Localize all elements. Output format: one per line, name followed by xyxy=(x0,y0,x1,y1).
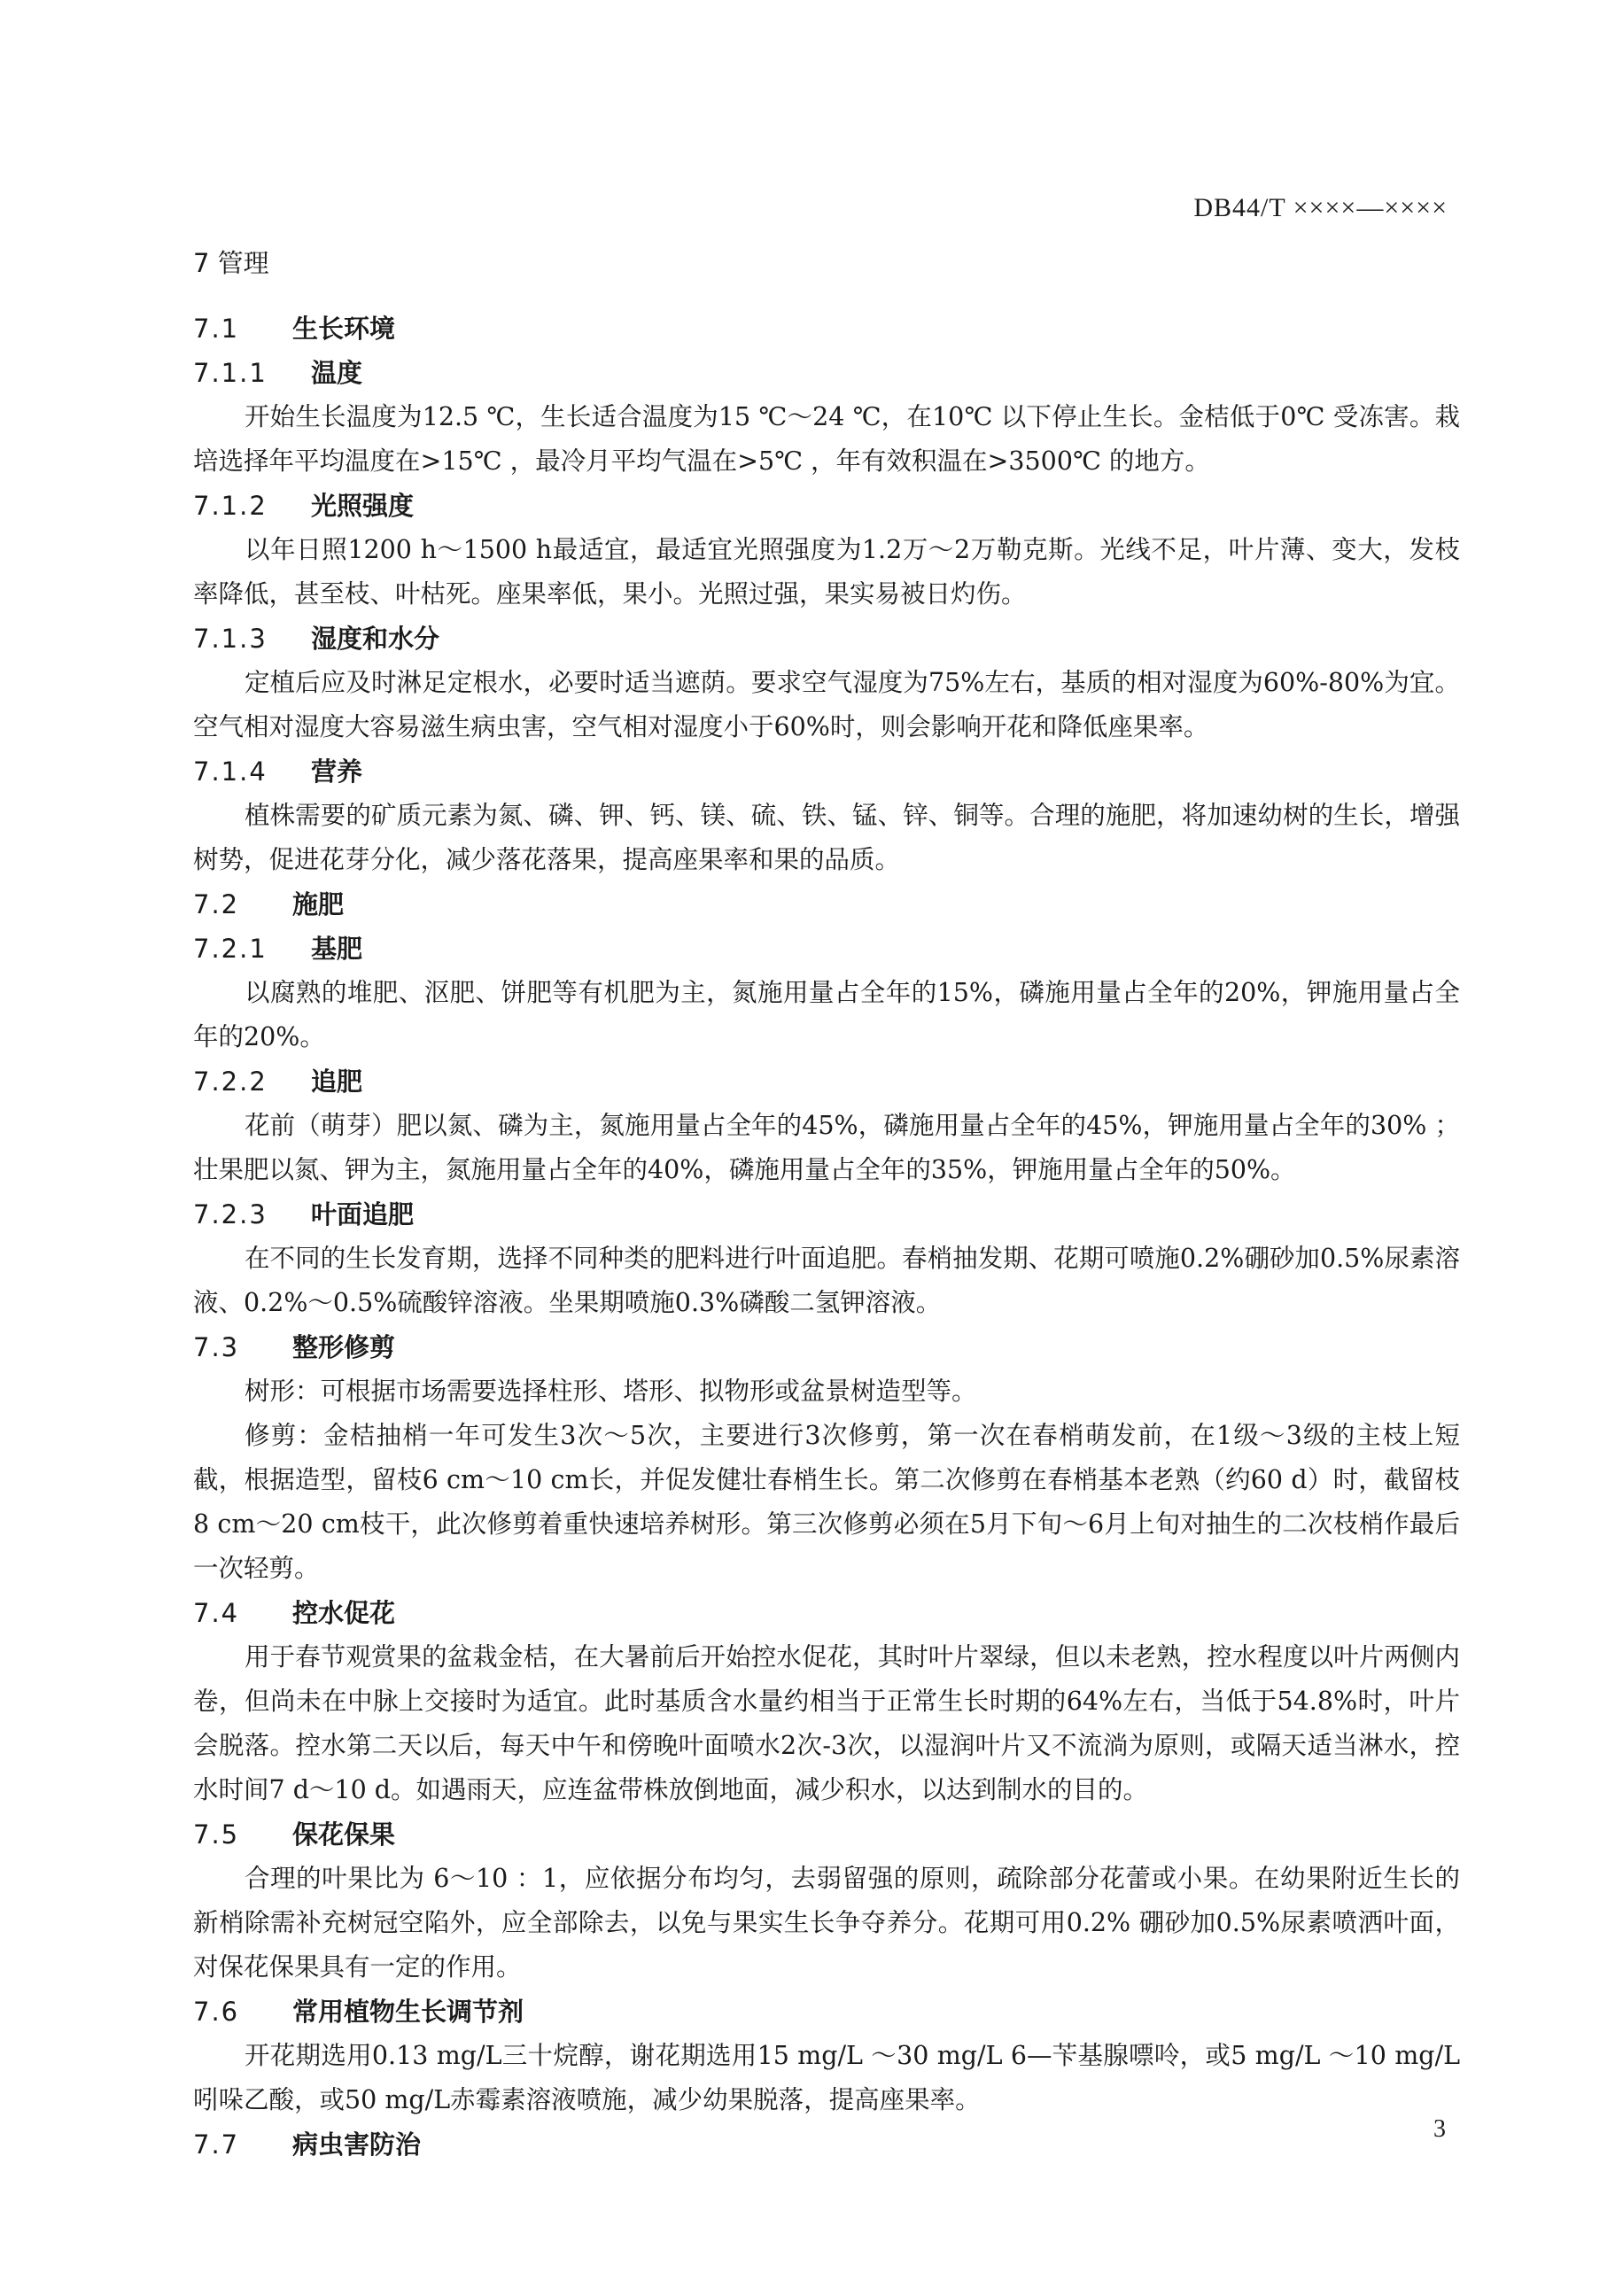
heading-title: 追肥 xyxy=(311,1067,363,1097)
heading-number: 7.1.1 xyxy=(193,358,268,388)
paragraph: 以腐熟的堆肥、沤肥、饼肥等有机肥为主，氮施用量占全年的15%，磷施用量占全年的20%，钾施用量占全年的20%。 xyxy=(193,978,1460,1051)
page-number: 3 xyxy=(1433,2115,1446,2143)
heading-number: 7.2.2 xyxy=(193,1067,268,1097)
heading-title: 施肥 xyxy=(292,889,345,919)
section-heading xyxy=(193,306,1460,351)
document-code: DB44/T ××××—×××× xyxy=(1193,193,1448,222)
paragraph: 花前（萌芽）肥以氮、磷为主，氮施用量占全年的45%，磷施用量占全年的45%，钾施用量占全年的30% ；壮果肥以氮、钾为主，氮施用量占全年的40%，磷施用量占全年的35%，钾施用量占全年的50%。 xyxy=(193,1111,1460,1184)
subsection-heading xyxy=(193,927,1460,971)
heading-number: 7 xyxy=(193,248,210,278)
section-heading xyxy=(193,1812,1460,1857)
paragraph: 用于春节观赏果的盆栽金桔，在大暑前后开始控水促花，其时叶片翠绿，但以未老熟，控水程度以叶片两侧内卷，但尚未在中脉上交接时为适宜。此时基质含水量约相当于正常生长时期的64%左右，当低于54.8%时，叶片会脱落。控水第二天以后，每天中午和傍晚叶面喷水2次-3次，以湿润叶片又不流淌为原则，或隔天适当淋水，控水时间7 d～10 d。如遇雨天，应连盆带株放倒地面，减少积水，以达到制水的目的。 xyxy=(193,1642,1460,1804)
heading-number: 7.2 xyxy=(193,889,240,919)
heading-number: 7.7 xyxy=(193,2129,240,2160)
paragraph: 修剪：金桔抽梢一年可发生3次～5次，主要进行3次修剪，第一次在春梢萌发前，在1级～3级的主枝上短截，根据造型，留枝6 cm～10 cm长，并促发健壮春梢生长。第二次修剪在春梢基本老熟（约60 d）时，截留枝8 cm～20 cm枝干，此次修剪着重快速培养树形。第三次修剪必须在5月下旬～6月上旬对抽生的二次枝梢作最后一次轻剪。 xyxy=(193,1421,1460,1583)
section-heading xyxy=(193,1990,1460,2034)
heading-title: 控水促花 xyxy=(292,1598,396,1628)
section-heading xyxy=(193,882,1460,927)
heading-number: 7.5 xyxy=(193,1819,240,1850)
heading-number: 7.2.1 xyxy=(193,934,268,964)
section-heading xyxy=(193,1591,1460,1635)
paragraph: 在不同的生长发育期，选择不同种类的肥料进行叶面追肥。春梢抽发期、花期可喷施0.2%硼砂加0.5%尿素溶液、0.2%～0.5%硫酸锌溶液。坐果期喷施0.3%磷酸二氢钾溶液。 xyxy=(193,1244,1460,1317)
heading-number: 7.1 xyxy=(193,314,240,344)
paragraph: 定植后应及时淋足定根水，必要时适当遮荫。要求空气湿度为75%左右，基质的相对湿度为60%-80%为宜。空气相对湿度大容易滋生病虫害，空气相对湿度小于60%时，则会影响开花和降低座果率。 xyxy=(193,668,1460,741)
subsection-heading xyxy=(193,1192,1460,1237)
paragraph: 开花期选用0.13 mg/L三十烷醇，谢花期选用15 mg/L ～30 mg/L 6—苄基腺嘌呤，或5 mg/L ～10 mg/L 吲哚乙酸，或50 mg/L赤霉素溶液喷施，减少幼果脱落，提高座果率。 xyxy=(193,2041,1460,2114)
heading-title: 叶面追肥 xyxy=(311,1199,415,1229)
heading-number: 7.1.4 xyxy=(193,756,268,787)
heading-number: 7.1.3 xyxy=(193,624,268,654)
subsection-heading xyxy=(193,1059,1460,1104)
heading-number: 7.4 xyxy=(193,1598,240,1628)
chapter-heading xyxy=(193,241,1460,285)
heading-title: 保花保果 xyxy=(292,1819,396,1850)
subsection-heading xyxy=(193,617,1460,661)
heading-title: 光照强度 xyxy=(311,491,415,521)
paragraph: 树形：可根据市场需要选择柱形、塔形、拟物形或盆景树造型等。 xyxy=(245,1377,977,1406)
paragraph: 植株需要的矿质元素为氮、磷、钾、钙、镁、硫、铁、锰、锌、铜等。合理的施肥，将加速幼树的生长，增强树势，促进花芽分化，减少落花落果，提高座果率和果的品质。 xyxy=(193,801,1460,874)
heading-title: 营养 xyxy=(311,756,363,787)
heading-title: 生长环境 xyxy=(292,314,396,344)
heading-title: 湿度和水分 xyxy=(311,624,440,654)
paragraph: 开始生长温度为12.5 ℃，生长适合温度为15 ℃～24 ℃，在10℃ 以下停止生长。金桔低于0℃ 受冻害。栽培选择年平均温度在>15℃ ，最冷月平均气温在>5℃ ，年有效积温在>3500℃ 的地方。 xyxy=(193,402,1460,476)
heading-number: 7.3 xyxy=(193,1332,240,1362)
heading-title: 病虫害防治 xyxy=(292,2129,422,2160)
subsection-heading xyxy=(193,351,1460,395)
heading-number: 7.2.3 xyxy=(193,1199,268,1229)
subsection-heading xyxy=(193,749,1460,794)
subsection-heading xyxy=(193,484,1460,528)
paragraph: 合理的叶果比为 6～10 ：1，应依据分布均匀，去弱留强的原则，疏除部分花蕾或小果。在幼果附近生长的新梢除需补充树冠空陷外，应全部除去，以免与果实生长争夺养分。花期可用0.2% 硼砂加0.5%尿素喷洒叶面，对保花保果具有一定的作用。 xyxy=(193,1864,1460,1982)
heading-number: 7.1.2 xyxy=(193,491,268,521)
heading-title: 温度 xyxy=(311,358,363,388)
heading-title: 管理 xyxy=(217,248,269,278)
heading-title: 常用植物生长调节剂 xyxy=(292,1997,524,2027)
section-heading xyxy=(193,2122,1460,2167)
section-heading xyxy=(193,1325,1460,1369)
heading-number: 7.6 xyxy=(193,1997,240,2027)
heading-title: 基肥 xyxy=(311,934,363,964)
heading-title: 整形修剪 xyxy=(292,1332,396,1362)
paragraph: 以年日照1200 h～1500 h最适宜，最适宜光照强度为1.2万～2万勒克斯。光线不足，叶片薄、变大，发枝率降低，甚至枝、叶枯死。座果率低，果小。光照过强，果实易被日灼伤。 xyxy=(193,535,1460,609)
document-body xyxy=(193,241,1460,2167)
